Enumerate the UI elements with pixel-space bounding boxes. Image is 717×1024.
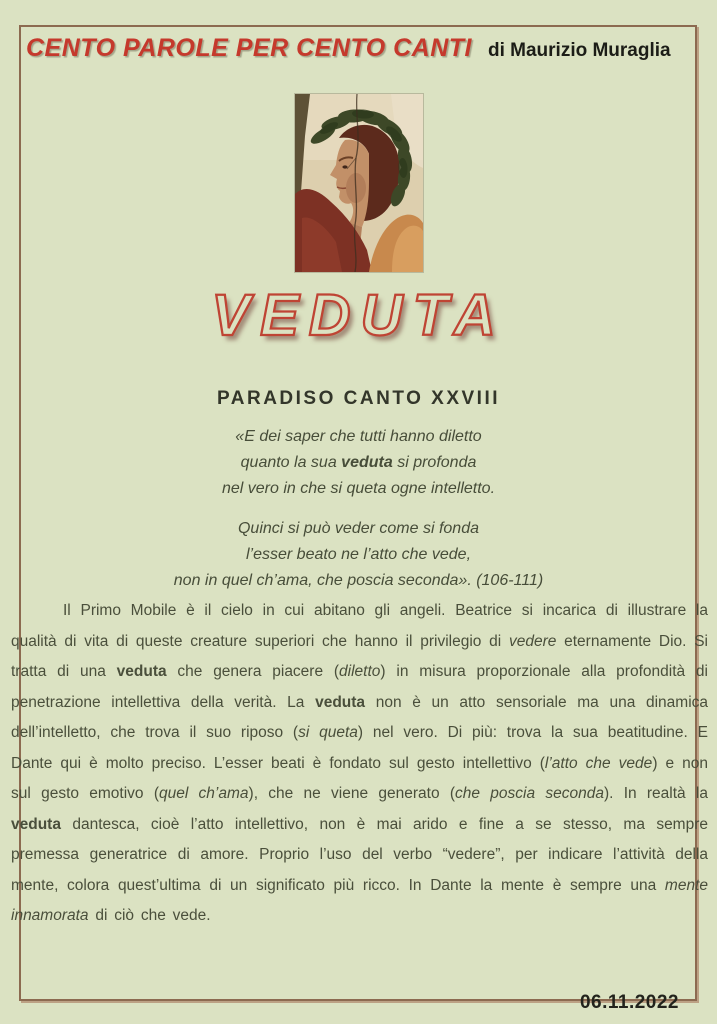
byline: di Maurizio Muraglia [487, 40, 671, 61]
quote-line: quanto la sua veduta si profonda [240, 454, 477, 471]
dante-portrait [295, 94, 423, 272]
quote-line: l’esser beato ne l’atto che vede, [245, 546, 472, 563]
word-title: VEDUTA [211, 283, 506, 348]
date-label: 06.11.2022 [579, 992, 679, 1013]
canto-heading: PARADISO CANTO XXVIII [217, 388, 500, 409]
quote-line: nel vero in che si queta ogne intelletto. [221, 480, 496, 497]
quote-block [0, 424, 717, 608]
quote-line: Quinci si può veder come si fonda [237, 520, 479, 537]
page-title: CENTO PAROLE PER CENTO CANTI [26, 34, 472, 62]
commentary-paragraph [11, 596, 708, 932]
commentary-text: Il Primo Mobile è il cielo in cui abitano gli angeli. Beatrice si incarica di illustrare la qualità di vita di queste creature superiori che hanno il privilegio di vedere eternamente Dio. Si tratta di una veduta che genera piacere (diletto) in misura proporzionale alla profondità di penetrazione intellettiva della verità. La veduta non è un atto sensoriale ma una dinamica dell’intelletto, che trova il suo riposo (si queta) nel vero. Di più: trova la sua beatitudine. E Dante qui è molto preciso. L’esser beati è fondato sul gesto intellettivo (l’atto che vede) e non sul gesto emotivo (quel ch’ama), che ne viene generato (che poscia seconda). In realtà la veduta dantesca, cioè l’atto intellettivo, non è mai arido e fine a se stesso, ma sempre premessa generatrice di amore. Proprio l’uso del verbo “vedere”, per indicare l’attività della mente, colora quest’ultima di un significato più ricco. In Dante la mente è sempre una mente innamorata di ciò che vede. [11, 602, 709, 924]
quote-line: non in quel ch’ama, che poscia seconda». (106-111) [173, 572, 544, 589]
quote-line: «E dei saper che tutti hanno diletto [235, 428, 482, 445]
dante-portrait-image [295, 94, 423, 272]
eye [342, 165, 347, 168]
header [26, 34, 671, 63]
word-title-container [0, 282, 717, 349]
quote-stanza-1 [0, 424, 717, 502]
quote-stanza-2 [0, 516, 717, 594]
